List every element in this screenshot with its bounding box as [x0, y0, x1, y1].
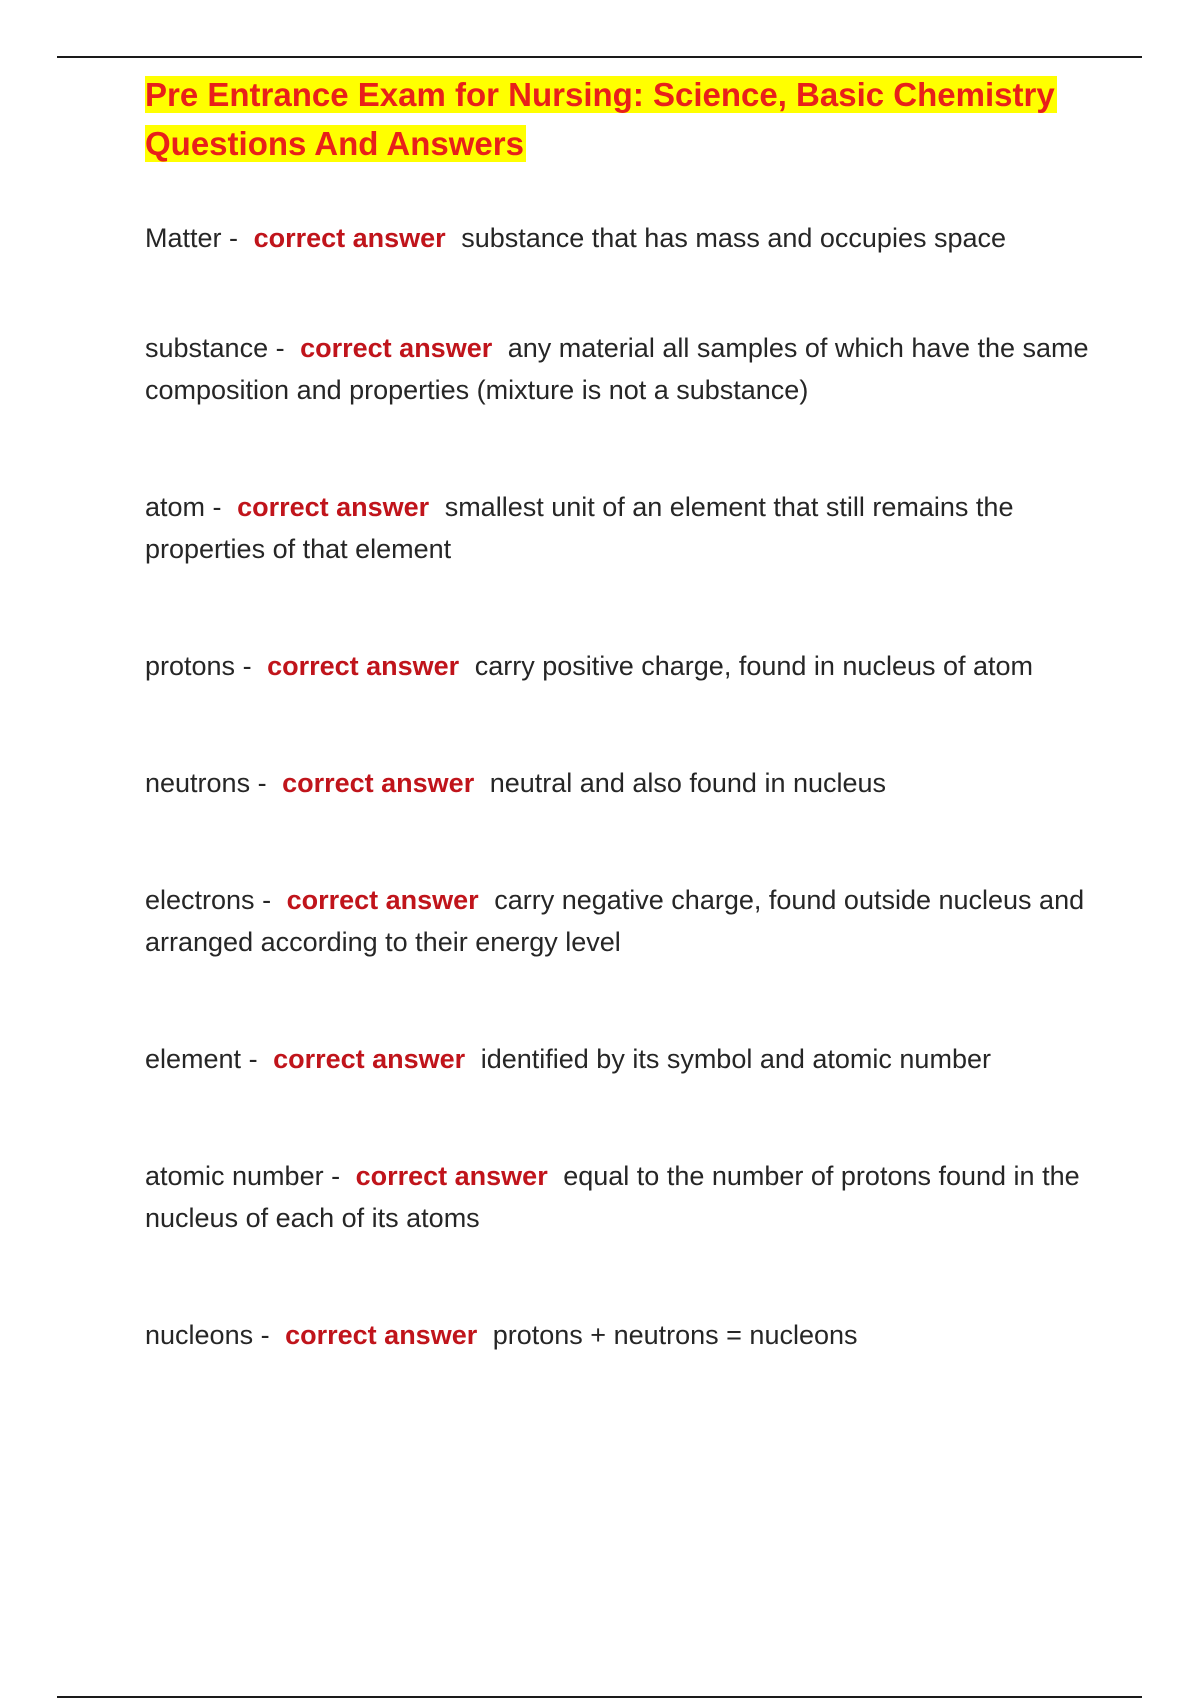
answer-label: correct answer: [282, 768, 475, 798]
qa-definition: equal to the number of protons found in the nucleus of each of its atoms: [145, 1161, 1080, 1233]
qa-term: nucleons: [145, 1320, 254, 1350]
answer-label: correct answer: [285, 1320, 478, 1350]
qa-separator: -: [229, 223, 239, 253]
answer-label: correct answer: [267, 651, 460, 681]
qa-separator: -: [248, 1044, 258, 1074]
qa-item: [145, 217, 1090, 259]
qa-item: [145, 879, 1090, 963]
answer-label: correct answer: [237, 492, 430, 522]
qa-item: [145, 1314, 1090, 1356]
qa-term: neutrons: [145, 768, 251, 798]
qa-definition: carry negative charge, found outside nucleus and arranged according to their energy level: [145, 885, 1085, 957]
qa-separator: -: [331, 1161, 341, 1191]
qa-definition: substance that has mass and occupies space: [461, 223, 1007, 253]
title-line-1: Pre Entrance Exam for Nursing: Science, Basic Chemistry: [145, 76, 1055, 113]
qa-separator: -: [212, 492, 222, 522]
qa-term: atom: [145, 492, 206, 522]
document-title: [145, 70, 1090, 168]
title-line-2: Questions And Answers: [145, 125, 524, 162]
qa-definition: smallest unit of an element that still remains the properties of that element: [145, 492, 1014, 564]
qa-definition: protons + neutrons = nucleons: [492, 1320, 858, 1350]
qa-definition: carry positive charge, found in nucleus of atom: [474, 651, 1034, 681]
qa-separator: -: [260, 1320, 270, 1350]
answer-label: correct answer: [286, 885, 479, 915]
qa-item: [145, 645, 1090, 687]
qa-term: atomic number: [145, 1161, 324, 1191]
document-body: [145, 70, 1090, 1356]
qa-term: substance: [145, 333, 269, 363]
qa-term: electrons: [145, 885, 255, 915]
qa-item: [145, 1038, 1090, 1080]
qa-term: protons: [145, 651, 236, 681]
answer-label: correct answer: [300, 333, 493, 363]
qa-item: [145, 327, 1090, 411]
qa-separator: -: [275, 333, 285, 363]
qa-list: [145, 217, 1090, 1356]
qa-separator: -: [262, 885, 272, 915]
bottom-rule: [57, 1696, 1142, 1698]
qa-separator: -: [242, 651, 252, 681]
answer-label: correct answer: [253, 223, 446, 253]
qa-item: [145, 762, 1090, 804]
qa-definition: any material all samples of which have the same composition and properties (mixture is not a substance): [145, 333, 1089, 405]
top-rule: [57, 56, 1142, 58]
qa-item: [145, 486, 1090, 570]
qa-term: Matter: [145, 223, 222, 253]
qa-item: [145, 1155, 1090, 1239]
answer-label: correct answer: [273, 1044, 466, 1074]
qa-term: element: [145, 1044, 242, 1074]
qa-separator: -: [257, 768, 267, 798]
qa-definition: identified by its symbol and atomic number: [480, 1044, 991, 1074]
qa-definition: neutral and also found in nucleus: [489, 768, 887, 798]
answer-label: correct answer: [355, 1161, 548, 1191]
